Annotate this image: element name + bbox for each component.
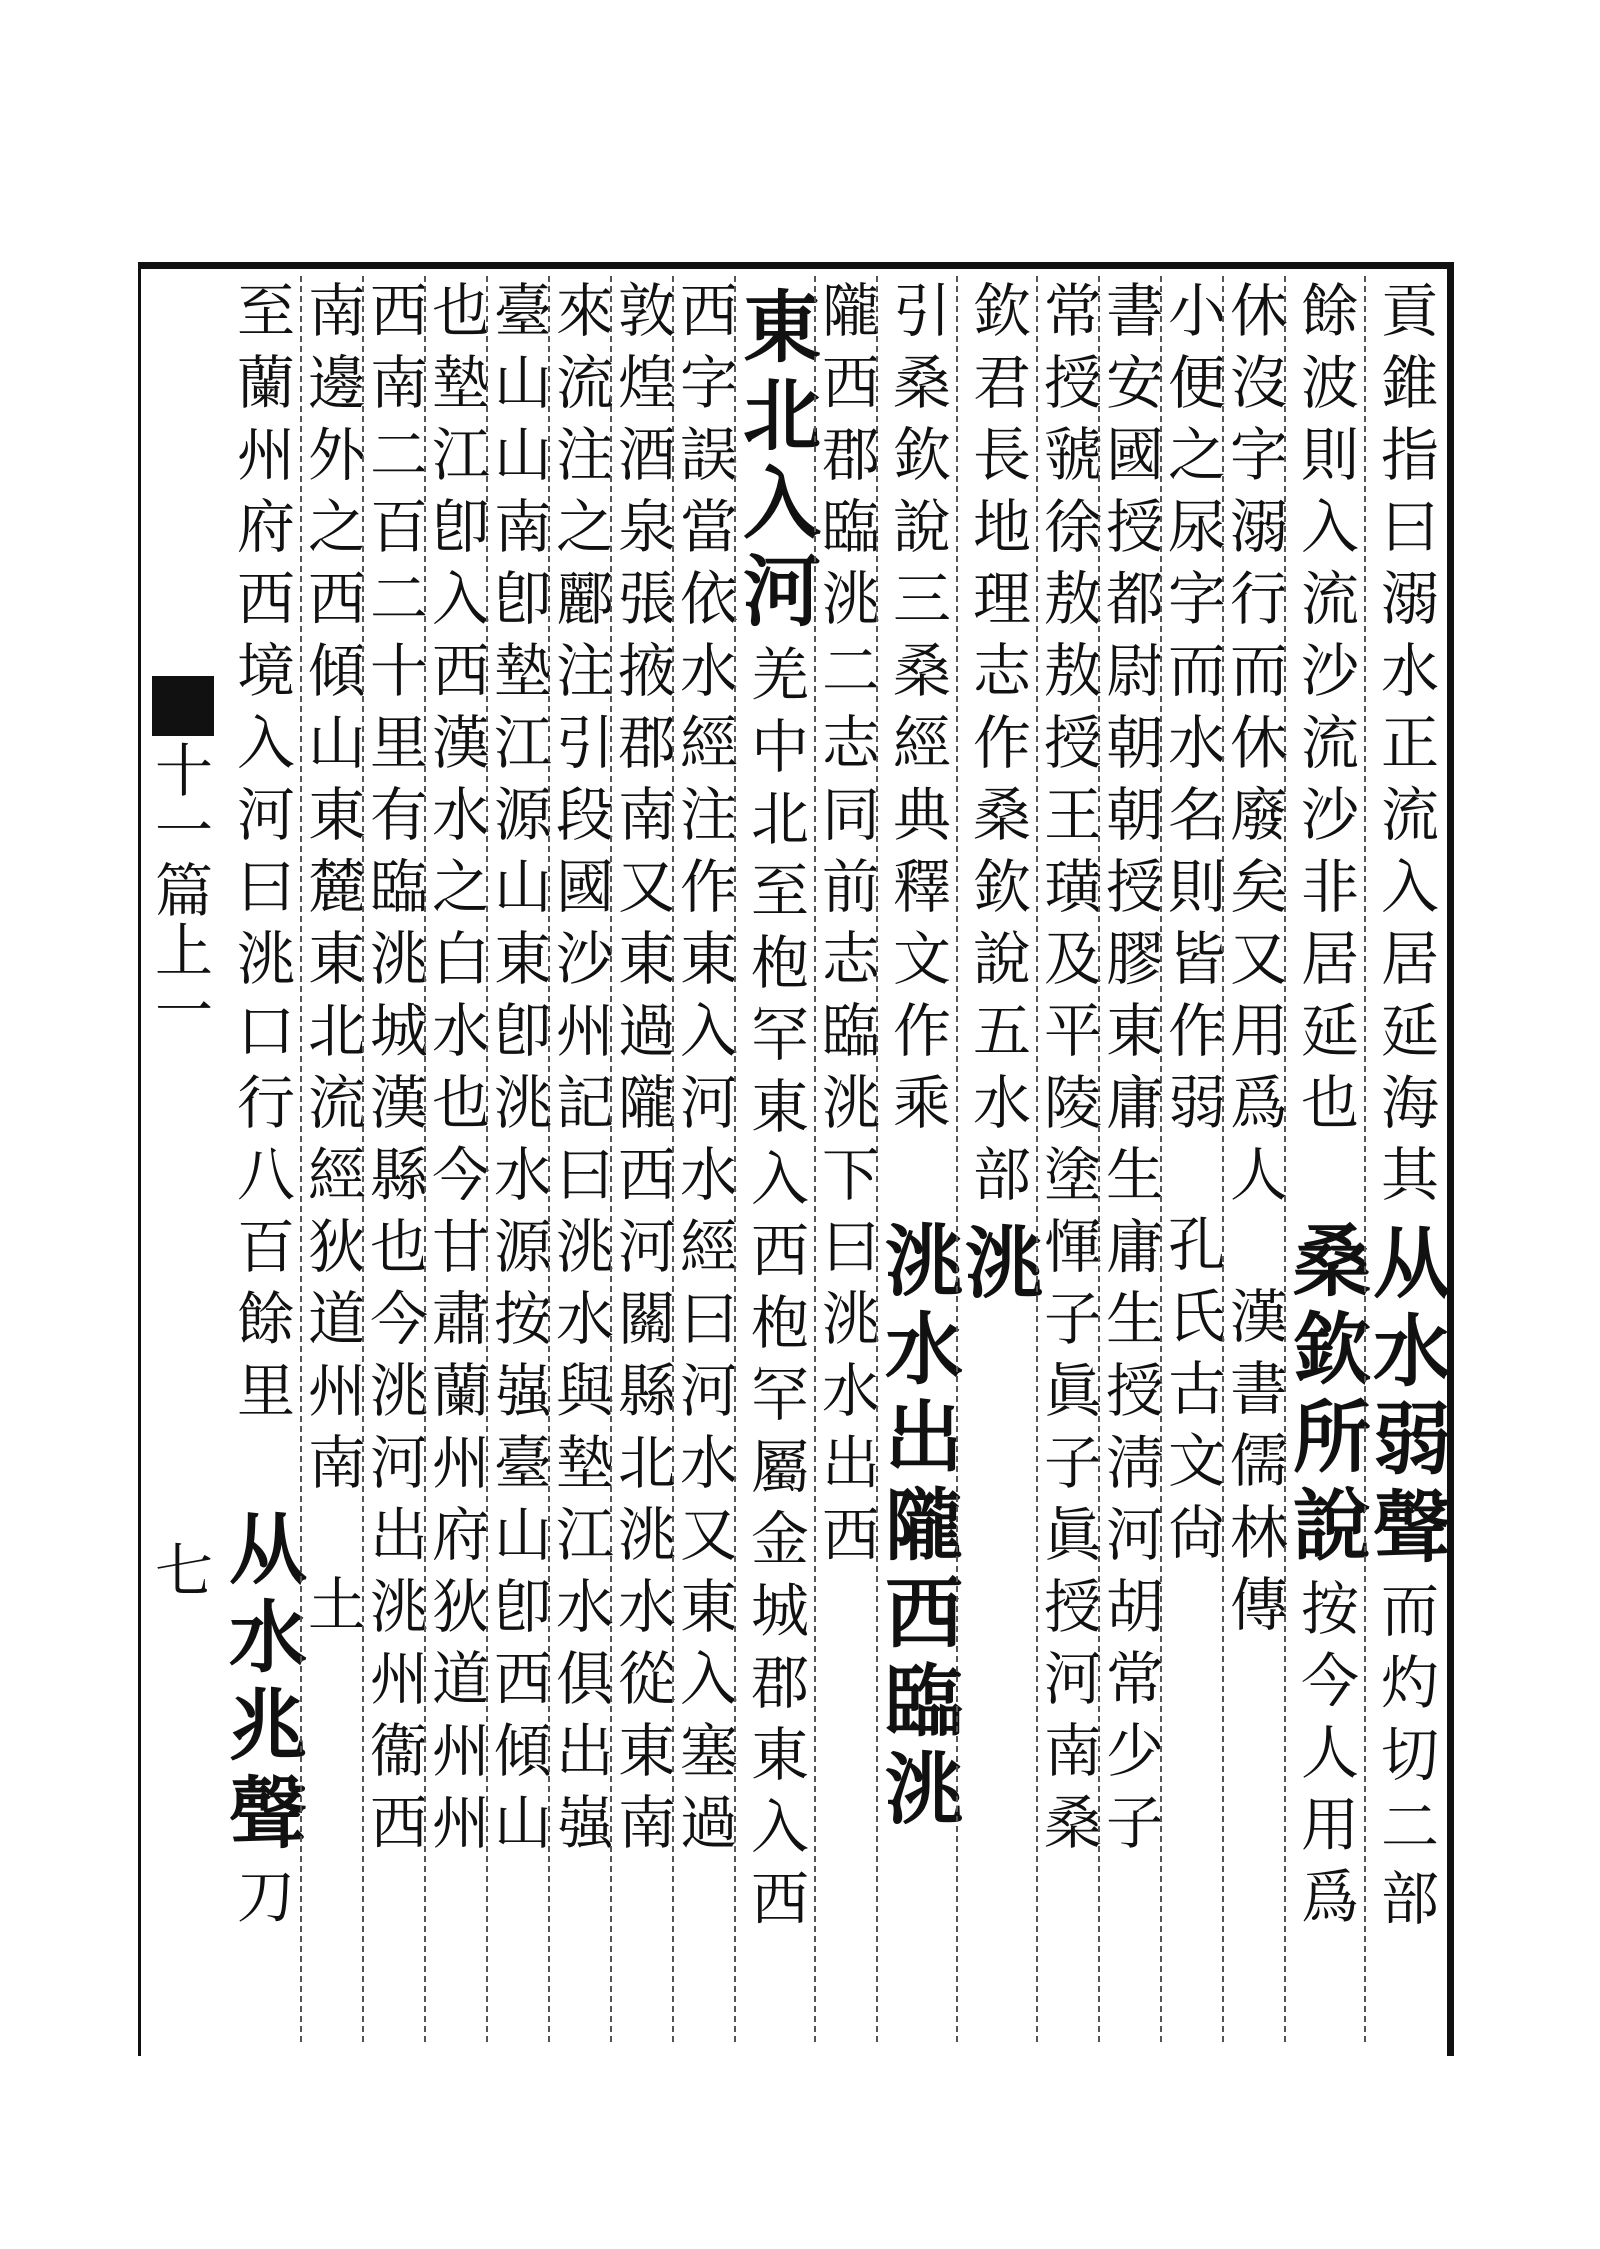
commentary-text: 西南二百二十里有臨洮城漢縣也今洮河出洮州衞西 <box>360 280 428 1864</box>
text-column <box>872 276 963 2042</box>
commentary-text: 引桑欽說三桑經典釋文作乘 <box>883 280 951 1144</box>
commentary-text: 貢錐指曰溺水正流入居延海其 <box>1371 280 1439 1216</box>
commentary-text: 羌中北至枹罕東入西枹罕屬金城郡東入西 <box>741 644 809 1940</box>
headword-text: 洮 <box>952 1222 1042 1310</box>
margin-page-number: 七 <box>145 1540 213 1600</box>
commentary-text: 而灼切二部 <box>1371 1580 1439 1940</box>
text-column <box>360 276 428 2042</box>
headword-text: 洮水出隴西臨洮 <box>872 1220 963 1836</box>
commentary-text: 餘波則入流沙流沙非居延也 <box>1291 280 1359 1144</box>
text-column <box>1280 276 1371 2042</box>
text-column <box>1096 276 1164 2042</box>
headword-text: 桑欽所說 <box>1280 1220 1371 1572</box>
commentary-text: 西字誤當依水經注作東入河水經曰河水又東入塞過 <box>670 280 738 1864</box>
text-block <box>216 276 1451 2042</box>
headword-text: 从水弱聲 <box>1360 1222 1451 1574</box>
text-column <box>484 276 552 2042</box>
text-column <box>422 276 490 2042</box>
text-column <box>952 276 1042 2042</box>
headword-text: 从水兆聲 <box>216 1508 307 1860</box>
commentary-text: 臺山山南卽墊江源山東卽洮水源按嵹臺山卽西傾山 <box>484 280 552 1864</box>
text-column <box>1220 276 1288 2042</box>
commentary-text: 南邊外之西傾山東麓東北流經狄道州南 <box>298 280 366 1504</box>
commentary-text: 土 <box>298 1574 366 1646</box>
commentary-text: 敦煌酒泉張掖郡南又東過隴西河關縣北洮水從東南 <box>608 280 676 1864</box>
margin-strip <box>138 262 218 2056</box>
commentary-text: 小便之尿字而水名則皆作弱 <box>1158 280 1226 1144</box>
commentary-text: 常授虢徐敖敖授王璜及平陵塗惲子眞子眞授河南桑 <box>1034 280 1102 1864</box>
text-column <box>1034 276 1102 2042</box>
margin-title: 十一篇上一 <box>145 740 213 1040</box>
commentary-text: 至蘭州府西境入河曰洮口行八百餘里 <box>227 280 295 1432</box>
text-column <box>546 276 614 2042</box>
headword-text: 東北入河 <box>730 286 821 638</box>
commentary-text: 隴西郡臨洮二志同前志臨洮下曰洮水出西 <box>812 280 880 1576</box>
commentary-text: 休沒字溺行而休廢矣又用爲人 <box>1220 280 1288 1216</box>
commentary-text: 漢書儒林傳 <box>1220 1286 1288 1646</box>
commentary-text: 欽君長地理志作桑欽說五水部 <box>963 280 1031 1216</box>
fishtail-mark <box>152 676 214 736</box>
text-column <box>298 276 366 2042</box>
commentary-text: 孔氏古文尙 <box>1158 1214 1226 1574</box>
text-column <box>730 276 821 2042</box>
text-column <box>670 276 738 2042</box>
text-column <box>216 276 307 2042</box>
commentary-text: 刀 <box>227 1866 295 1938</box>
commentary-text: 按今人用爲 <box>1291 1578 1359 1938</box>
commentary-text: 也墊江卽入西漢水之白水也今甘肅蘭州府狄道州州 <box>422 280 490 1864</box>
commentary-text: 來流注之酈注引段國沙州記曰洮水與墊江水俱出嵹 <box>546 280 614 1864</box>
text-column <box>1360 276 1451 2042</box>
text-column <box>812 276 880 2042</box>
commentary-text: 書安國授都尉朝朝授膠東庸生庸生授淸河胡常少子 <box>1096 280 1164 1864</box>
text-column <box>1158 276 1226 2042</box>
text-column <box>608 276 676 2042</box>
